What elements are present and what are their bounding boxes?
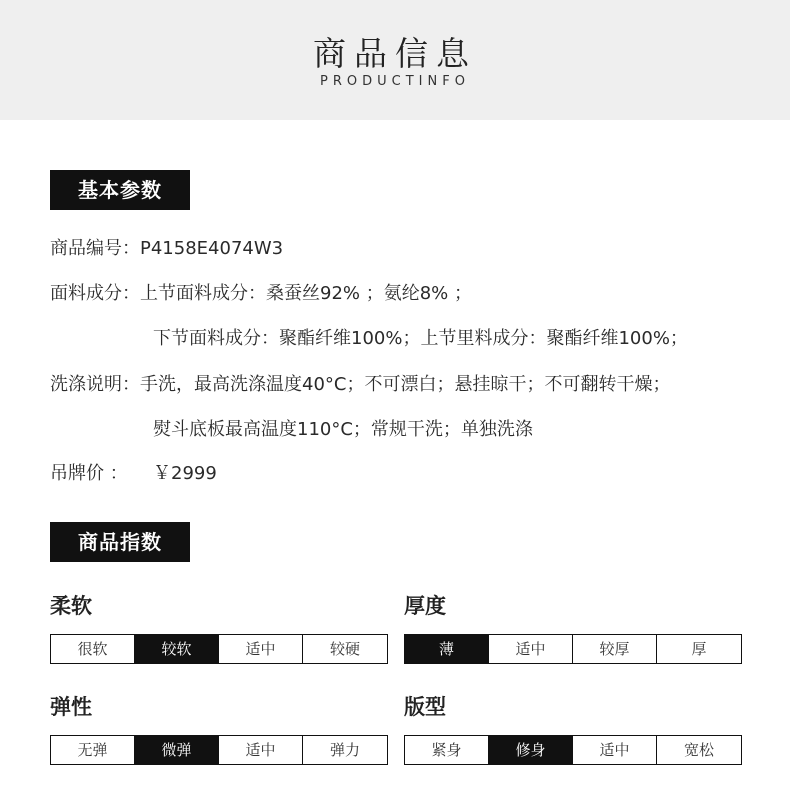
elasticity-scale xyxy=(50,735,388,765)
basic-params-tag: 基本参数 xyxy=(50,170,190,210)
thickness-option: 适中 xyxy=(489,635,573,663)
thickness-option: 厚 xyxy=(691,640,707,658)
price-value: ￥2999 xyxy=(153,463,217,484)
thickness-scale xyxy=(404,634,742,664)
softness-title: 柔软 xyxy=(50,594,92,618)
wash-line-2: 熨斗底板最高温度110°C；常规干洗；单独洗涤 xyxy=(153,419,533,440)
fit-option: 紧身 xyxy=(405,736,489,764)
thickness-option: 较厚 xyxy=(573,635,657,663)
thickness-title: 厚度 xyxy=(404,594,446,618)
softness-scale xyxy=(50,634,388,664)
elasticity-option: 无弹 xyxy=(51,736,135,764)
elasticity-title: 弹性 xyxy=(50,695,92,719)
product-code-label: 商品编号： xyxy=(50,238,140,259)
header-banner xyxy=(0,0,790,120)
softness-option: 很软 xyxy=(51,635,135,663)
fabric-line-2: 下节面料成分：聚酯纤维100%；上节里料成分：聚酯纤维100%； xyxy=(153,328,688,349)
page-title: 商品信息 xyxy=(313,34,477,73)
thickness-option: 薄 xyxy=(405,635,489,663)
product-code-value: P4158E4074W3 xyxy=(140,238,284,259)
fit-option: 修身 xyxy=(489,736,573,764)
fabric-label: 面料成分： xyxy=(50,283,140,304)
wash-row xyxy=(50,373,670,397)
elasticity-option: 适中 xyxy=(219,736,303,764)
wash-label: 洗涤说明： xyxy=(50,374,140,395)
price-label: 吊牌价 ： xyxy=(50,463,128,484)
softness-option: 较软 xyxy=(135,635,219,663)
fabric-row xyxy=(50,282,472,306)
fabric-line-1: 上节面料成分：桑蚕丝92% ；氨纶8% ； xyxy=(140,283,473,304)
wash-line-1: 手洗，最高洗涤温度40°C；不可漂白；悬挂晾干；不可翻转干燥； xyxy=(140,374,671,395)
product-index-tag: 商品指数 xyxy=(50,522,190,562)
page-subtitle: PRODUCTINFO xyxy=(320,74,470,89)
fit-scale xyxy=(404,735,742,765)
elasticity-option: 弹力 xyxy=(329,741,360,759)
price-row xyxy=(50,462,217,486)
softness-option: 较硬 xyxy=(329,640,360,658)
product-code-row xyxy=(50,237,283,261)
fit-option: 宽松 xyxy=(683,741,714,759)
fit-title: 版型 xyxy=(404,695,446,719)
elasticity-option: 微弹 xyxy=(135,736,219,764)
softness-option: 适中 xyxy=(219,635,303,663)
fit-option: 适中 xyxy=(573,736,657,764)
